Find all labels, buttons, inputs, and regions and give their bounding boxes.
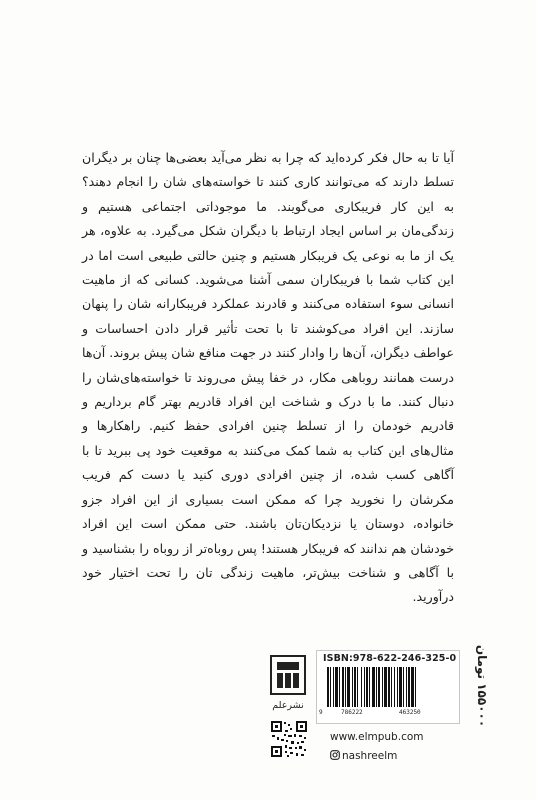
publisher-social	[330, 750, 397, 762]
barcode-first-digit: 9	[319, 709, 323, 716]
barcode-left-digits: 786222	[341, 709, 363, 716]
publisher-logo-icon	[270, 655, 306, 695]
back-cover-blurb	[82, 146, 454, 610]
isbn-barcode	[316, 650, 460, 724]
publisher-name: نشرعلم	[272, 700, 304, 711]
blurb-text: آیا تا به حال فکر کرده‌اید که چرا به نظر می‌آید بعضی‌ها چنان بر دیگران تسلط دارند که می‌توانند کاری کنند تا خواسته‌های شان را انجام دهند؟ به این کار فریبکاری می‌گویند. ما موجوداتی اجتماعی هستیم و زندگی‌مان بر اساس ایجاد ارتباط با دیگران شکل می‌گیرد. به علاوه، هر یک از ما به نوعی یک فریبکار هستیم و چنین حالتی طبیعی است اما در این کتاب شما با فریبکاران سمی آشنا می‌شوید. کسانی که از ماهیت انسانی سوء استفاده می‌کنند و قادرند عملکرد فریبکارانه شان را پنهان سازند. این افراد می‌کوشند تا با تحت تأثیر قرار دادن احساسات و عواطف دیگران، آن‌ها را وادار کنند در جهت منافع شان پیش بروند. آن‌ها درست همانند روباهی مکار، در خفا پیش می‌روند تا خواسته‌های‌شان را دنبال کنند. ما با درک و شناخت این افراد قادریم بهتر گام برداریم و قادریم خودمان را از تسلط چنین افرادی حفظ کنیم. راهکارها و مثال‌های این کتاب به شما کمک می‌کنند به موقعیت خود پی ببرید تا با آگاهی کسب شده، از چنین افرادی دوری کنید یا دست کم فریب مکرشان را نخورید چرا که ممکن است بسیاری از این افراد جزو خانواده، دوستان یا نزدیکان‌تان باشند. حتی ممکن است این افراد خودشان هم ندانند که فریبکار هستند! پس روباه‌تر از روباه را بشناسید و با آگاهی و شناخت بیش‌تر، ماهیت زندگی تان را تحت اختیار خود درآورید.	[82, 150, 454, 605]
price-text: ۱۵۵۰۰۰ تومان	[475, 644, 489, 728]
barcode-right-digits: 463250	[399, 709, 421, 716]
social-handle: nashreelm	[342, 750, 398, 762]
publisher-website: www.elmpub.com	[330, 731, 424, 743]
price-label	[470, 646, 494, 726]
isbn-label: ISBN:978-622-246-325-0	[323, 653, 457, 664]
instagram-icon	[330, 750, 340, 762]
barcode-bars	[327, 667, 449, 707]
qr-code-icon	[270, 720, 308, 758]
